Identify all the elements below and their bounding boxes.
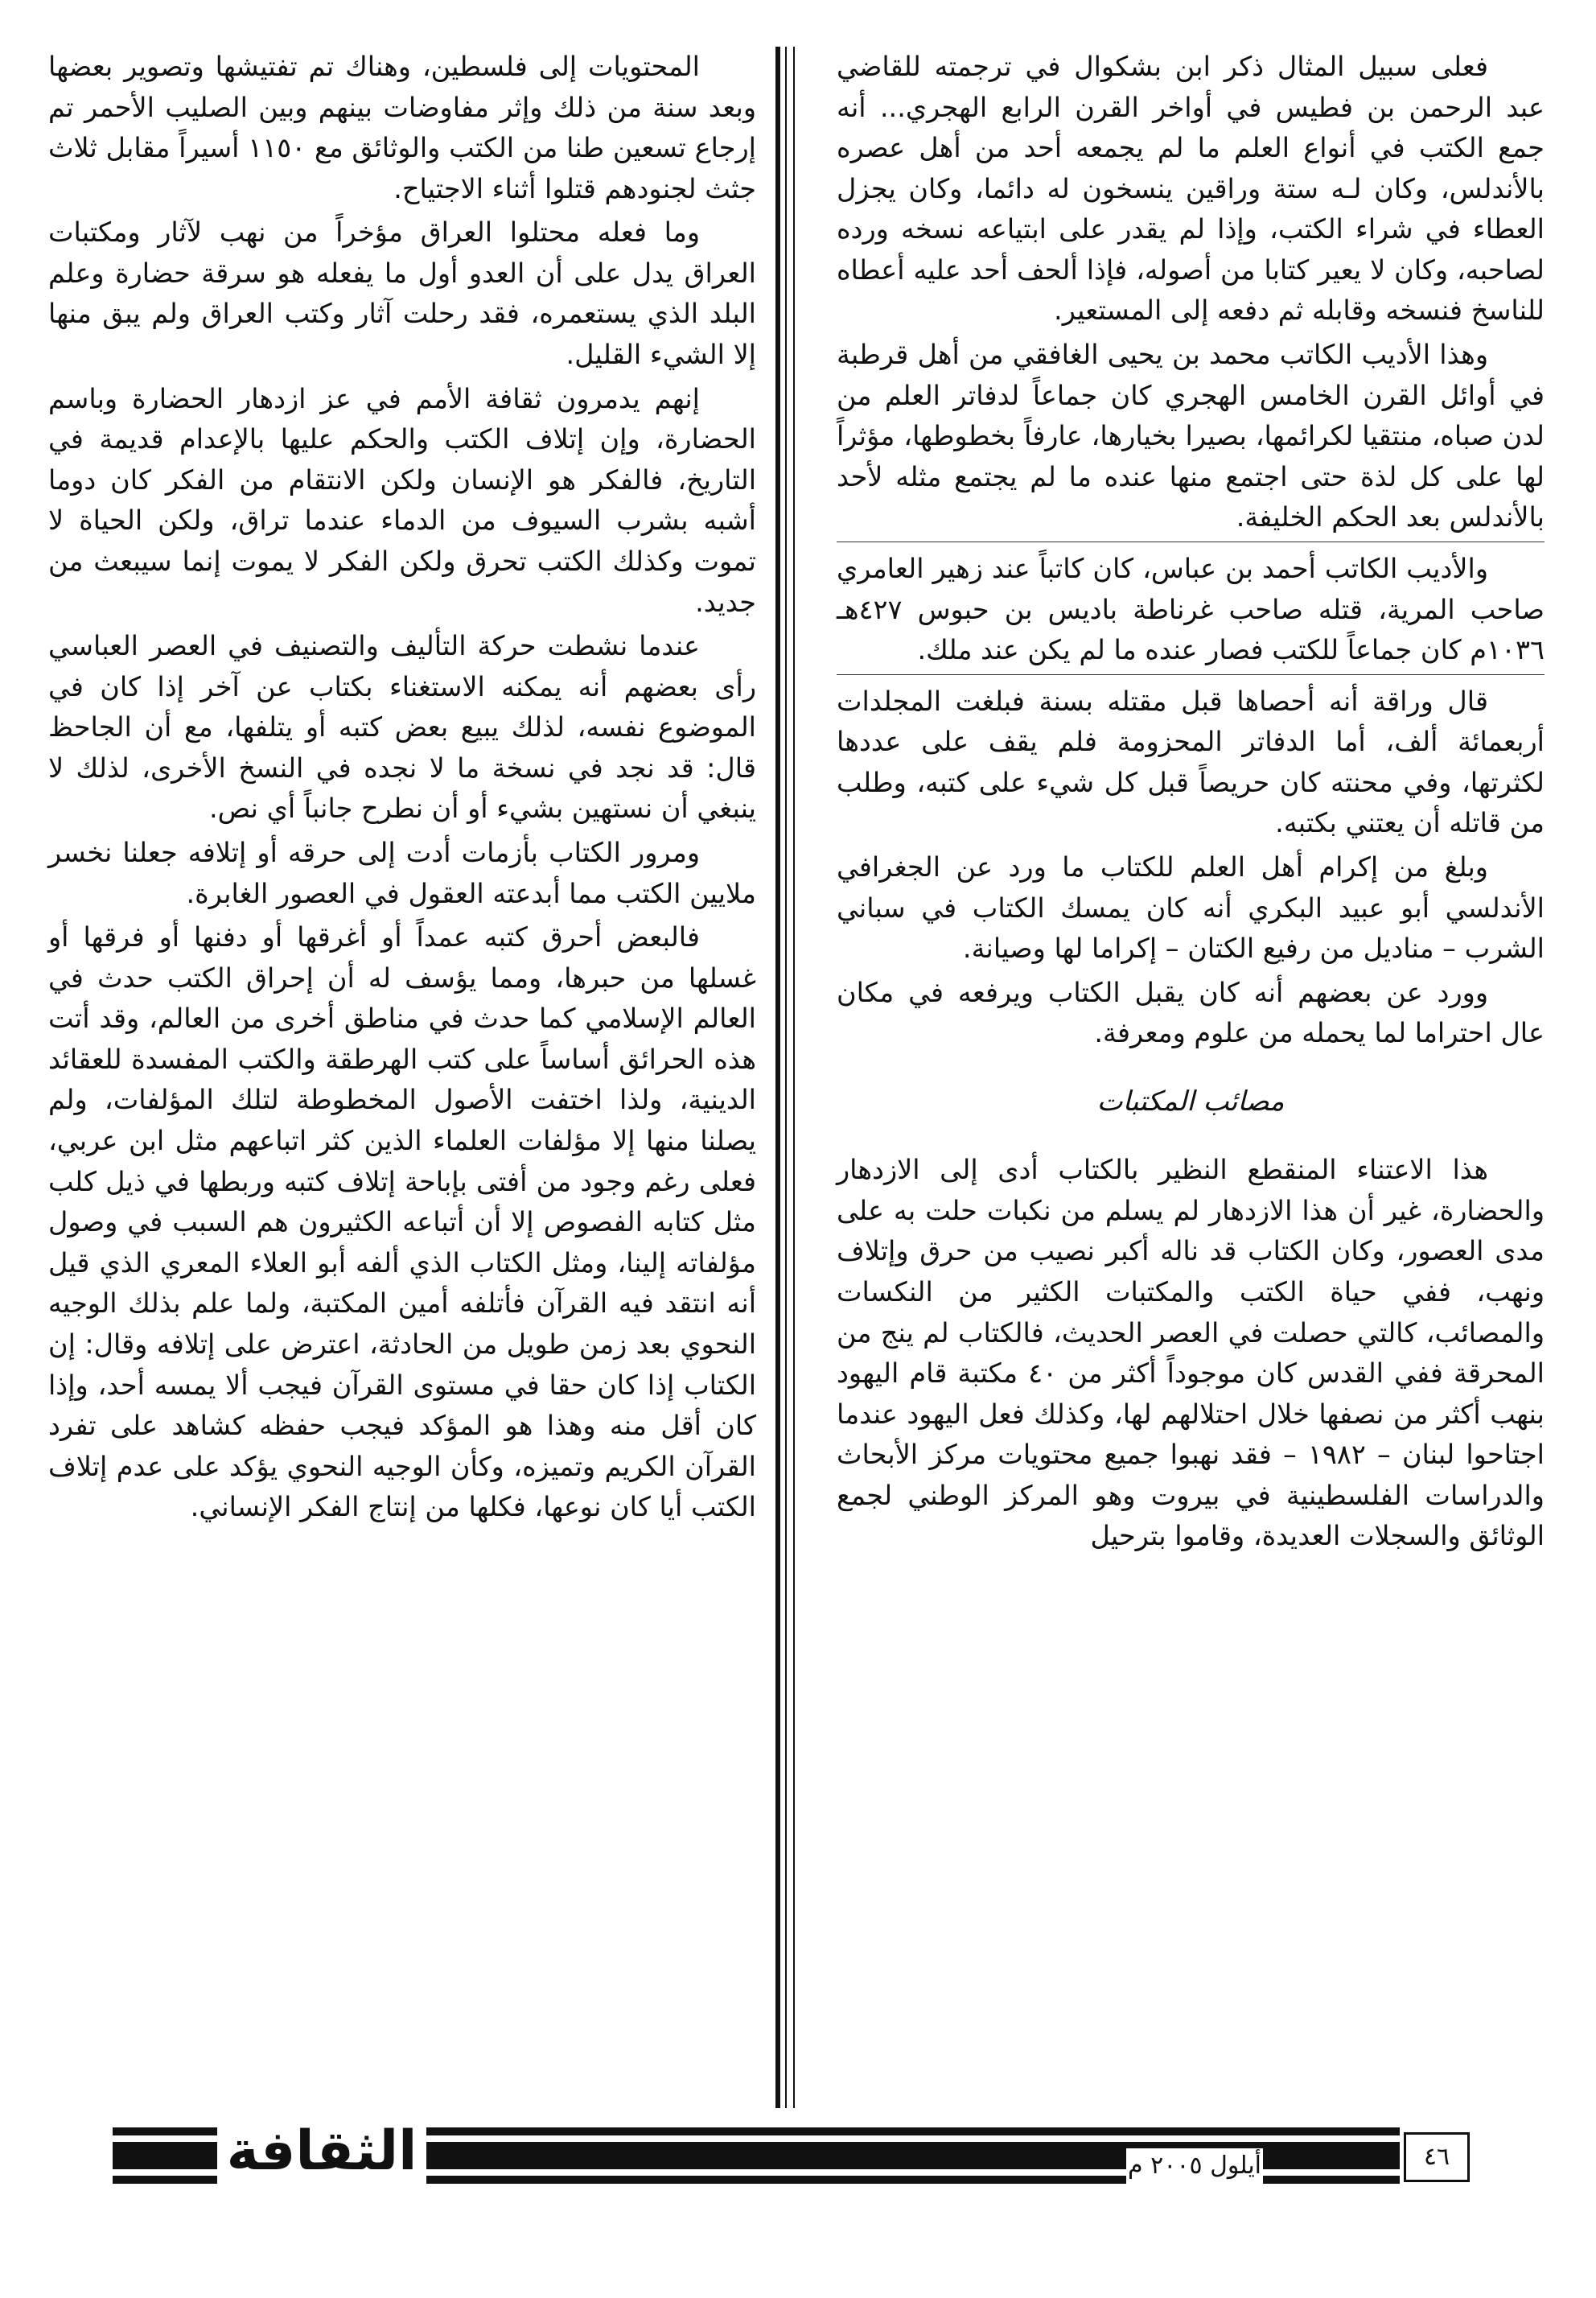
column-divider: [793, 47, 795, 2108]
paragraph: هذا الاعتناء المنقطع النظير بالكتاب أدى إلى الازدهار والحضارة، غير أن هذا الازدهار لم يسلم من نكبات حلت به على مدى العصور، وكان الكتاب قد ناله أكبر نصيب من حرق وإتلاف ونهب، ففي حياة الكتب والمكتبات الكثير من النكسات والمصائب، كالتي حصلت في العصر الحديث، فالكتاب لم ينج من المحرقة ففي القدس كان موجوداً أكثر من ٤٠ مكتبة قام اليهود بنهب أكثر من نصفها خلال احتلالهم لها، وكذلك فعل اليهود عندما اجتاحوا لبنان – ١٩٨٢ – فقد نهبوا جميع محتويات مركز الأبحاث والدراسات الفلسطينية في بيروت وهو المركز الوطني لجمع الوثائق والسجلات العديدة، وقاموا بترحيل: [837, 1154, 1545, 1552]
paragraph: عندما نشطت حركة التأليف والتصنيف في العصر العباسي رأى بعضهم أنه يمكنه الاستغناء بكتاب عن آخر إذا كان في الموضوع نفسه، لذلك يبيع بعض كتبه أو يتلفها، مع أن الجاحظ قال: قد نجد في نسخة ما لا نجده في النسخ الأخرى، لذلك لا ينبغي أن نستهين بشيء أو أن نطرح جانباً أي نص.: [48, 630, 756, 825]
paragraph: فعلى سبيل المثال ذكر ابن بشكوال في ترجمته للقاضي عبد الرحمن بن فطيس في أواخر القرن الرابع الهجري... أنه جمع الكتب في أنواع العلم ما لم يجمعه أحد من أهل عصره بالأندلس، وكان لـه ستة وراقين ينسخون له دائما، وكان يجزل العطاء في شراء الكتب، وإذا لم يقدر على ابتياعه نسخه ورده لصاحبه، وكان لا يعير كتابا من أصوله، فإذا ألحف أحد عليه أعطاه للناسخ فنسخه وقابله ثم دفعه إلى المستعير.: [837, 51, 1545, 327]
column-divider: [775, 47, 780, 2108]
paragraph: المحتويات إلى فلسطين، وهناك تم تفتيشها وتصوير بعضها وبعد سنة من ذلك وإثر مفاوضات بينهم وبين الصليب الأحمر تم إرجاع تسعين طنا من الكتب والوثائق مع ١١٥٠ أسيراً مقابل ثلاث جثث لجنودهم قتلوا أثناء الاجتياح.: [48, 51, 756, 204]
paragraph: قال وراقة أنه أحصاها قبل مقتله بسنة فبلغت المجلدات أربعمائة ألف، أما الدفاتر المحزومة فلم يقف على عددها لكثرتها، وفي محنته كان حريصاً قبل كل شيء على كتبه، وطلب من قاتله أن يعتني بكتبه.: [837, 674, 1545, 844]
column-divider: [785, 47, 787, 2108]
paragraph: إنهم يدمرون ثقافة الأمم في عز ازدهار الحضارة وباسم الحضارة، وإن إتلاف الكتب والحكم عليها بالإعدام قديمة في التاريخ، فالفكر هو الإنسان ولكن الانتقام من الفكر كان دوما أشبه بشرب السيوف من الدماء عندما تراق، ولكن الحياة لا تموت وكذلك الكتب تحرق ولكن الفكر لا يموت إنما سيبعث من جديد.: [48, 382, 756, 618]
section-heading: مصائب المكتبات: [1096, 1085, 1285, 1118]
paragraph: وما فعله محتلوا العراق مؤخراً من نهب لآثار ومكتبات العراق يدل على أن العدو أول ما يفعله هو سرقة حضارة وعلم البلد الذي يستعمره، فقد رحلت آثار وكتب العراق ولم يبق منها إلا الشيء القليل.: [48, 216, 756, 371]
right-column: [837, 47, 1545, 1560]
paragraph: وبلغ من إكرام أهل العلم للكتاب ما ورد عن الجغرافي الأندلسي أبو عبيد البكري أنه كان يمسك الكتاب في سباني الشرب – مناديل من رفيع الكتان – إكراما لها وصيانة.: [837, 850, 1545, 965]
paragraph: وهذا الأديب الكاتب محمد بن يحيى الغافقي من أهل قرطبة في أوائل القرن الخامس الهجري كان جماعاً لدفاتر العلم من لدن صباه، منتقيا لكرائمها، بصيرا بخيارها، عارفاً بخطوطها، مؤثراً لها على كل لذة حتى اجتمع منها عنده ما لم يجتمع مثله لأحد بالأندلس بعد الحكم الخليفة.: [837, 339, 1545, 533]
magazine-logo: الثقافة: [217, 2119, 426, 2184]
paragraph: ومرور الكتاب بأزمات أدت إلى حرقه أو إتلافه جعلنا نخسر ملايين الكتب مما أبدعته العقول في العصور الغابرة.: [48, 836, 756, 909]
paragraph: فالبعض أحرق كتبه عمداً أو أغرقها أو دفنها أو فرقها أو غسلها من حبرها، ومما يؤسف له أن إحراق الكتب حدث في العالم الإسلامي كما حدث في مناطق أخرى من العالم، وقد أتت هذه الحرائق أساساً على كتب الهرطقة والكتب المفسدة للعقائد الدينية، ولذا اختفت الأصول المخطوطة لتلك المؤلفات، ولم يصلنا منها إلا مؤلفات العلماء الذين كثر اتباعهم مثل ابن عربي، فعلى رغم وجود من أفتى بإباحة إتلاف كتبه وربطها في ذيل كلب مثل كتابه الفصوص إلا أن أتباعه الكثيرون هم السبب في وصول مؤلفاته إلينا، ومثل الكتاب الذي ألفه أبو العلاء المعري الذي قيل أنه انتقد فيه القرآن فأتلفه أمين المكتبة، ولما علم بذلك الوجيه النحوي بعد زمن طويل من الحادثة، اعترض على إتلافه وقال: إن الكتاب إذا كان حقا في مستوى القرآن فيجب ألا يمسه أحد، وإذا كان أقل منه وهذا هو المؤكد فيجب حفظه كشاهد على تفرد القرآن الكريم وتميزه، وكأن الوجيه النحوي يؤكد على عدم إتلاف الكتب أيا كان نوعها، فكلها من إنتاج الفكر الإنساني.: [48, 921, 756, 1523]
left-column: [48, 47, 756, 1531]
page-footer: [0, 2119, 1596, 2192]
paragraph: والأديب الكاتب أحمد بن عباس، كان كاتباً عند زهير العامري صاحب المرية، قتله صاحب غرناطة باديس بن حبوس ٤٢٧هـ ١٠٣٦م كان جماعاً للكتب فصار عنده ما لم يكن عند ملك.: [837, 542, 1545, 671]
page-number: ٤٦: [1404, 2132, 1470, 2182]
paragraph: وورد عن بعضهم أنه كان يقبل الكتاب ويرفعه في مكان عال احتراما لما يحمله من علوم ومعرفة.: [837, 976, 1545, 1049]
issue-date: أيلول ٢٠٠٥ م: [1126, 2148, 1263, 2184]
